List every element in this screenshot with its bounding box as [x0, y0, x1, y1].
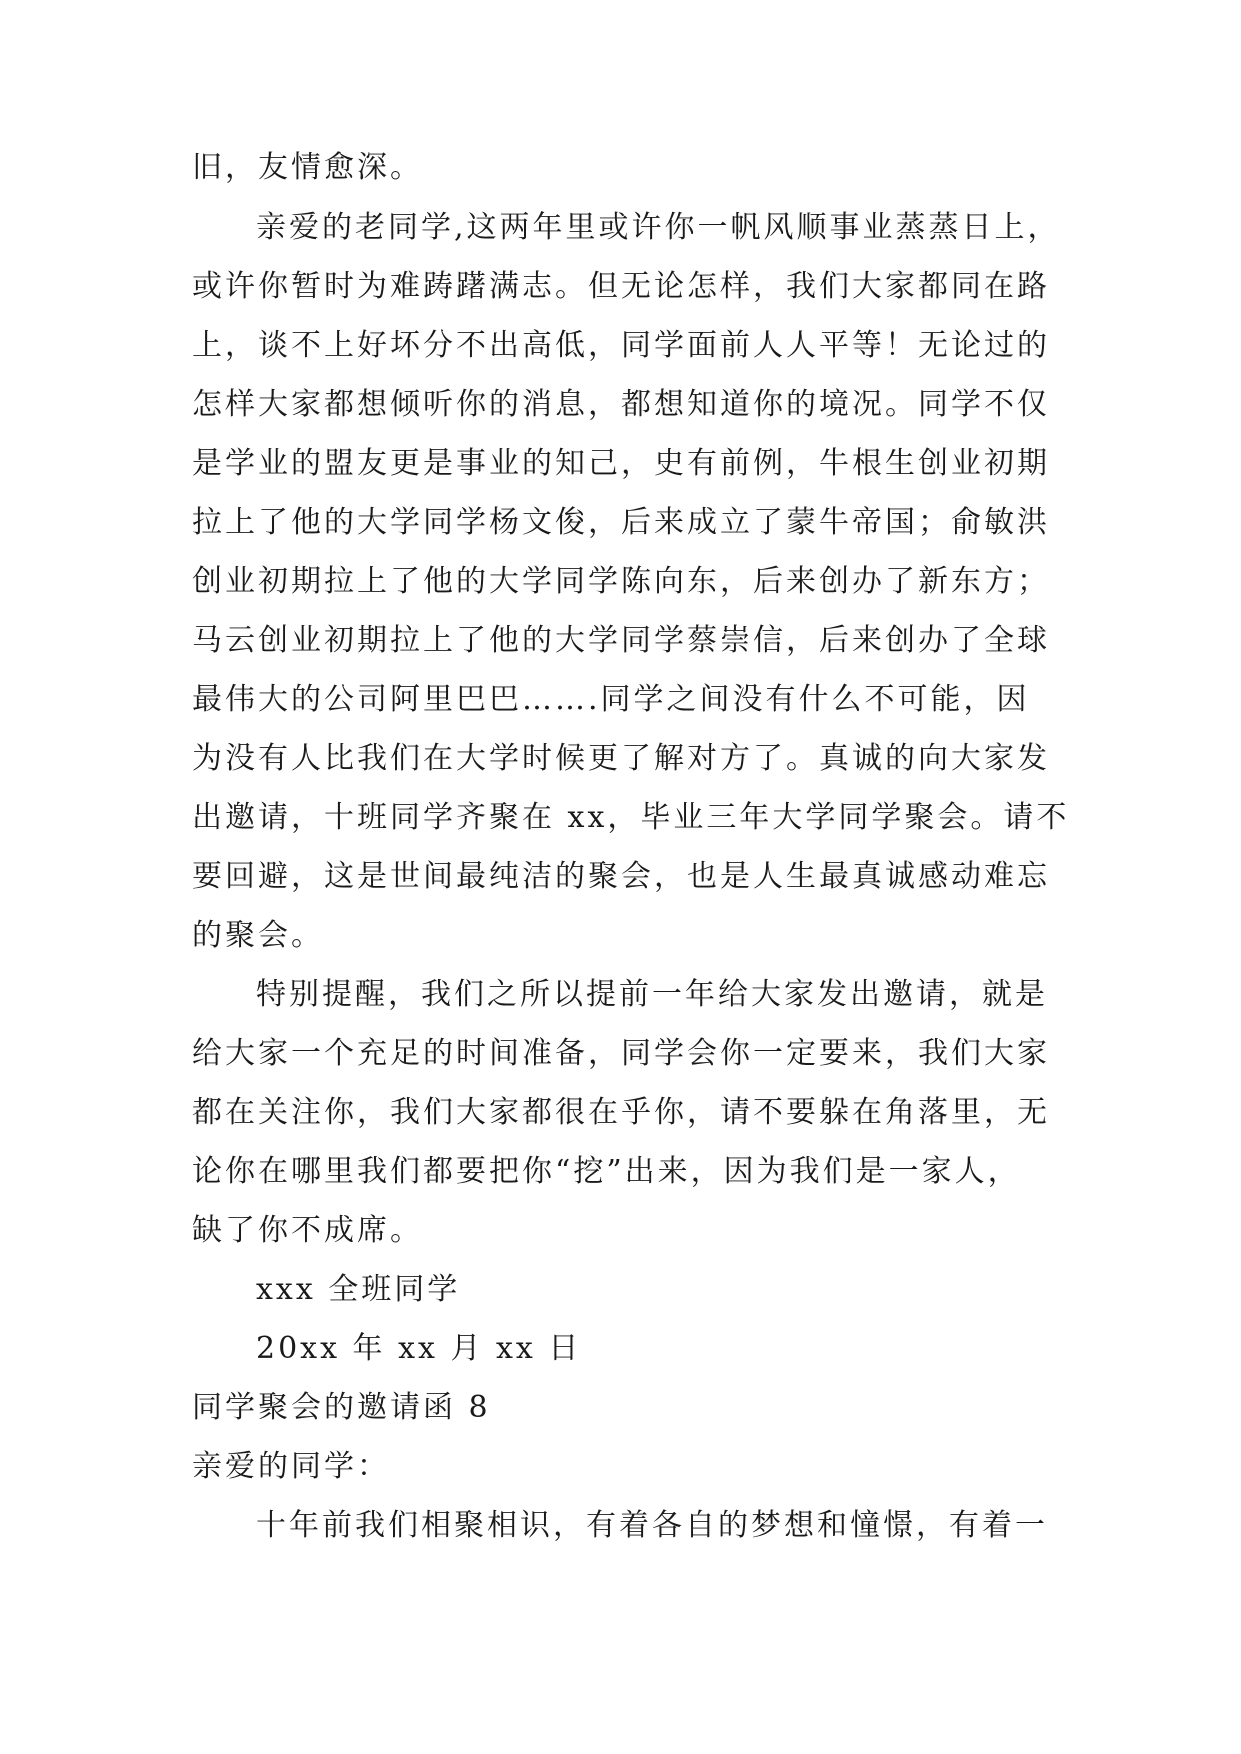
paragraph-line: 为没有人比我们在大学时候更了解对方了。真诚的向大家发 — [192, 741, 1050, 776]
paragraph-line: 上，谈不上好坏分不出高低，同学面前人人平等！无论过的 — [192, 328, 1050, 363]
paragraph-line: 创业初期拉上了他的大学同学陈向东，后来创办了新东方； — [192, 564, 1050, 599]
paragraph-line: 的聚会。 — [192, 918, 324, 953]
paragraph-line: 缺了你不成席。 — [192, 1213, 423, 1248]
section-heading: 同学聚会的邀请函 8 — [192, 1390, 491, 1425]
paragraph-line: 怎样大家都想倾听你的消息，都想知道你的境况。同学不仅 — [192, 387, 1050, 422]
paragraph-line: 亲爱的老同学,这两年里或许你一帆风顺事业蒸蒸日上， — [256, 210, 1061, 245]
paragraph-line: 特别提醒，我们之所以提前一年给大家发出邀请，就是 — [256, 977, 1048, 1012]
paragraph-line: 给大家一个充足的时间准备，同学会你一定要来，我们大家 — [192, 1036, 1050, 1071]
signature-line: xxx 全班同学 — [256, 1272, 461, 1307]
paragraph-line: 要回避，这是世间最纯洁的聚会，也是人生最真诚感动难忘 — [192, 859, 1050, 894]
paragraph-line: 论你在哪里我们都要把你“挖”出来，因为我们是一家人， — [192, 1154, 1021, 1189]
salutation-line: 亲爱的同学： — [192, 1449, 390, 1484]
paragraph-line: 旧，友情愈深。 — [192, 150, 423, 185]
paragraph-line: 马云创业初期拉上了他的大学同学蔡崇信，后来创办了全球 — [192, 623, 1050, 658]
paragraph-line: 是学业的盟友更是事业的知己，史有前例，牛根生创业初期 — [192, 446, 1050, 481]
date-line: 20xx 年 xx 月 xx 日 — [256, 1331, 582, 1366]
paragraph-line: 都在关注你，我们大家都很在乎你，请不要躲在角落里，无 — [192, 1095, 1050, 1130]
paragraph-line: 十年前我们相聚相识，有着各自的梦想和憧憬，有着一 — [256, 1508, 1048, 1543]
paragraph-line: 出邀请，十班同学齐聚在 xx，毕业三年大学同学聚会。请不 — [192, 800, 1070, 835]
paragraph-line: 最伟大的公司阿里巴巴…….同学之间没有什么不可能，因 — [192, 682, 1030, 717]
paragraph-line: 拉上了他的大学同学杨文俊，后来成立了蒙牛帝国；俞敏洪 — [192, 505, 1050, 540]
paragraph-line: 或许你暂时为难踌躇满志。但无论怎样，我们大家都同在路 — [192, 269, 1050, 304]
